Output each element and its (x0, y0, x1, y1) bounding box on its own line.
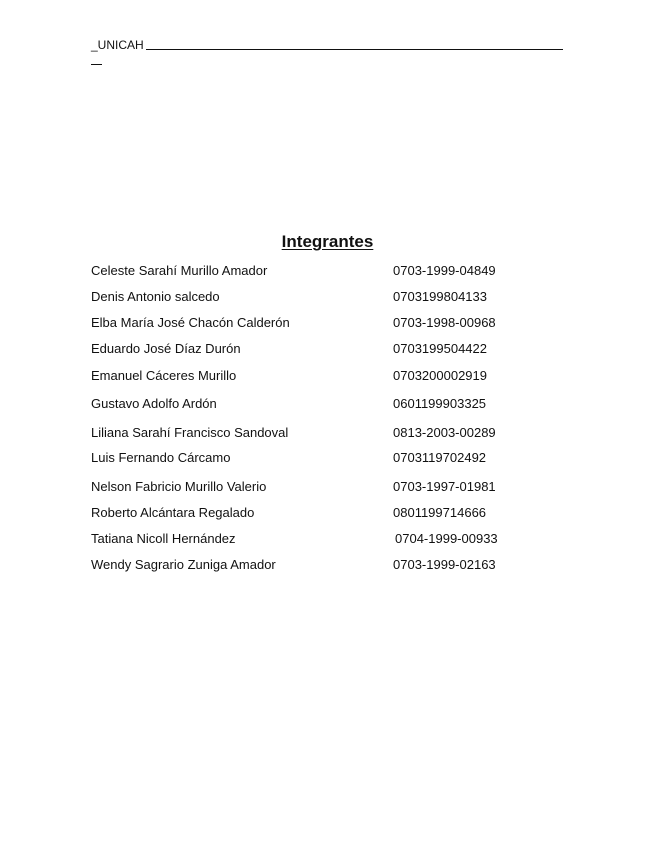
member-name: Roberto Alcántara Regalado (91, 505, 255, 520)
member-name: Eduardo José Díaz Durón (91, 341, 241, 356)
member-row (91, 449, 511, 467)
member-id: 0703199504422 (393, 341, 487, 356)
member-id: 0703-1997-01981 (393, 479, 496, 494)
member-id: 0703199804133 (393, 289, 487, 304)
member-name: Wendy Sagrario Zuniga Amador (91, 557, 276, 572)
member-row (91, 504, 511, 522)
member-name: Liliana Sarahí Francisco Sandoval (91, 425, 289, 440)
member-id: 0703-1998-00968 (393, 315, 496, 330)
member-name: Gustavo Adolfo Ardón (91, 396, 217, 411)
header-underline (146, 49, 563, 50)
member-id: 0813-2003-00289 (393, 425, 496, 440)
member-id: 0703-1999-04849 (393, 263, 496, 278)
member-row (91, 478, 511, 496)
member-id: 0601199903325 (393, 396, 487, 411)
member-name: Tatiana Nicoll Hernández (91, 531, 236, 546)
member-name: Nelson Fabricio Murillo Valerio (91, 479, 267, 494)
member-id: 0703119702492 (393, 450, 487, 465)
member-id: 0704-1999-00933 (395, 531, 498, 546)
member-row (91, 314, 511, 332)
header-label: _UNICAH (91, 38, 144, 52)
member-id: 0703-1999-02163 (393, 557, 496, 572)
page-title: Integrantes (281, 232, 374, 251)
member-name: Luis Fernando Cárcamo (91, 450, 231, 465)
member-row (91, 424, 511, 442)
member-row (91, 367, 511, 385)
header-line (91, 38, 563, 53)
page-header (91, 38, 563, 68)
member-name: Emanuel Cáceres Murillo (91, 368, 237, 383)
member-row (91, 556, 511, 574)
member-row (91, 262, 511, 280)
member-name: Denis Antonio salcedo (91, 289, 220, 304)
header-underline-continuation (91, 53, 102, 68)
member-row (91, 340, 511, 358)
member-row (91, 530, 511, 548)
member-id: 0801199714666 (393, 505, 487, 520)
member-row (91, 288, 511, 306)
member-row (91, 395, 511, 413)
member-id: 0703200002919 (393, 368, 487, 383)
member-name: Elba María José Chacón Calderón (91, 315, 290, 330)
member-name: Celeste Sarahí Murillo Amador (91, 263, 268, 278)
